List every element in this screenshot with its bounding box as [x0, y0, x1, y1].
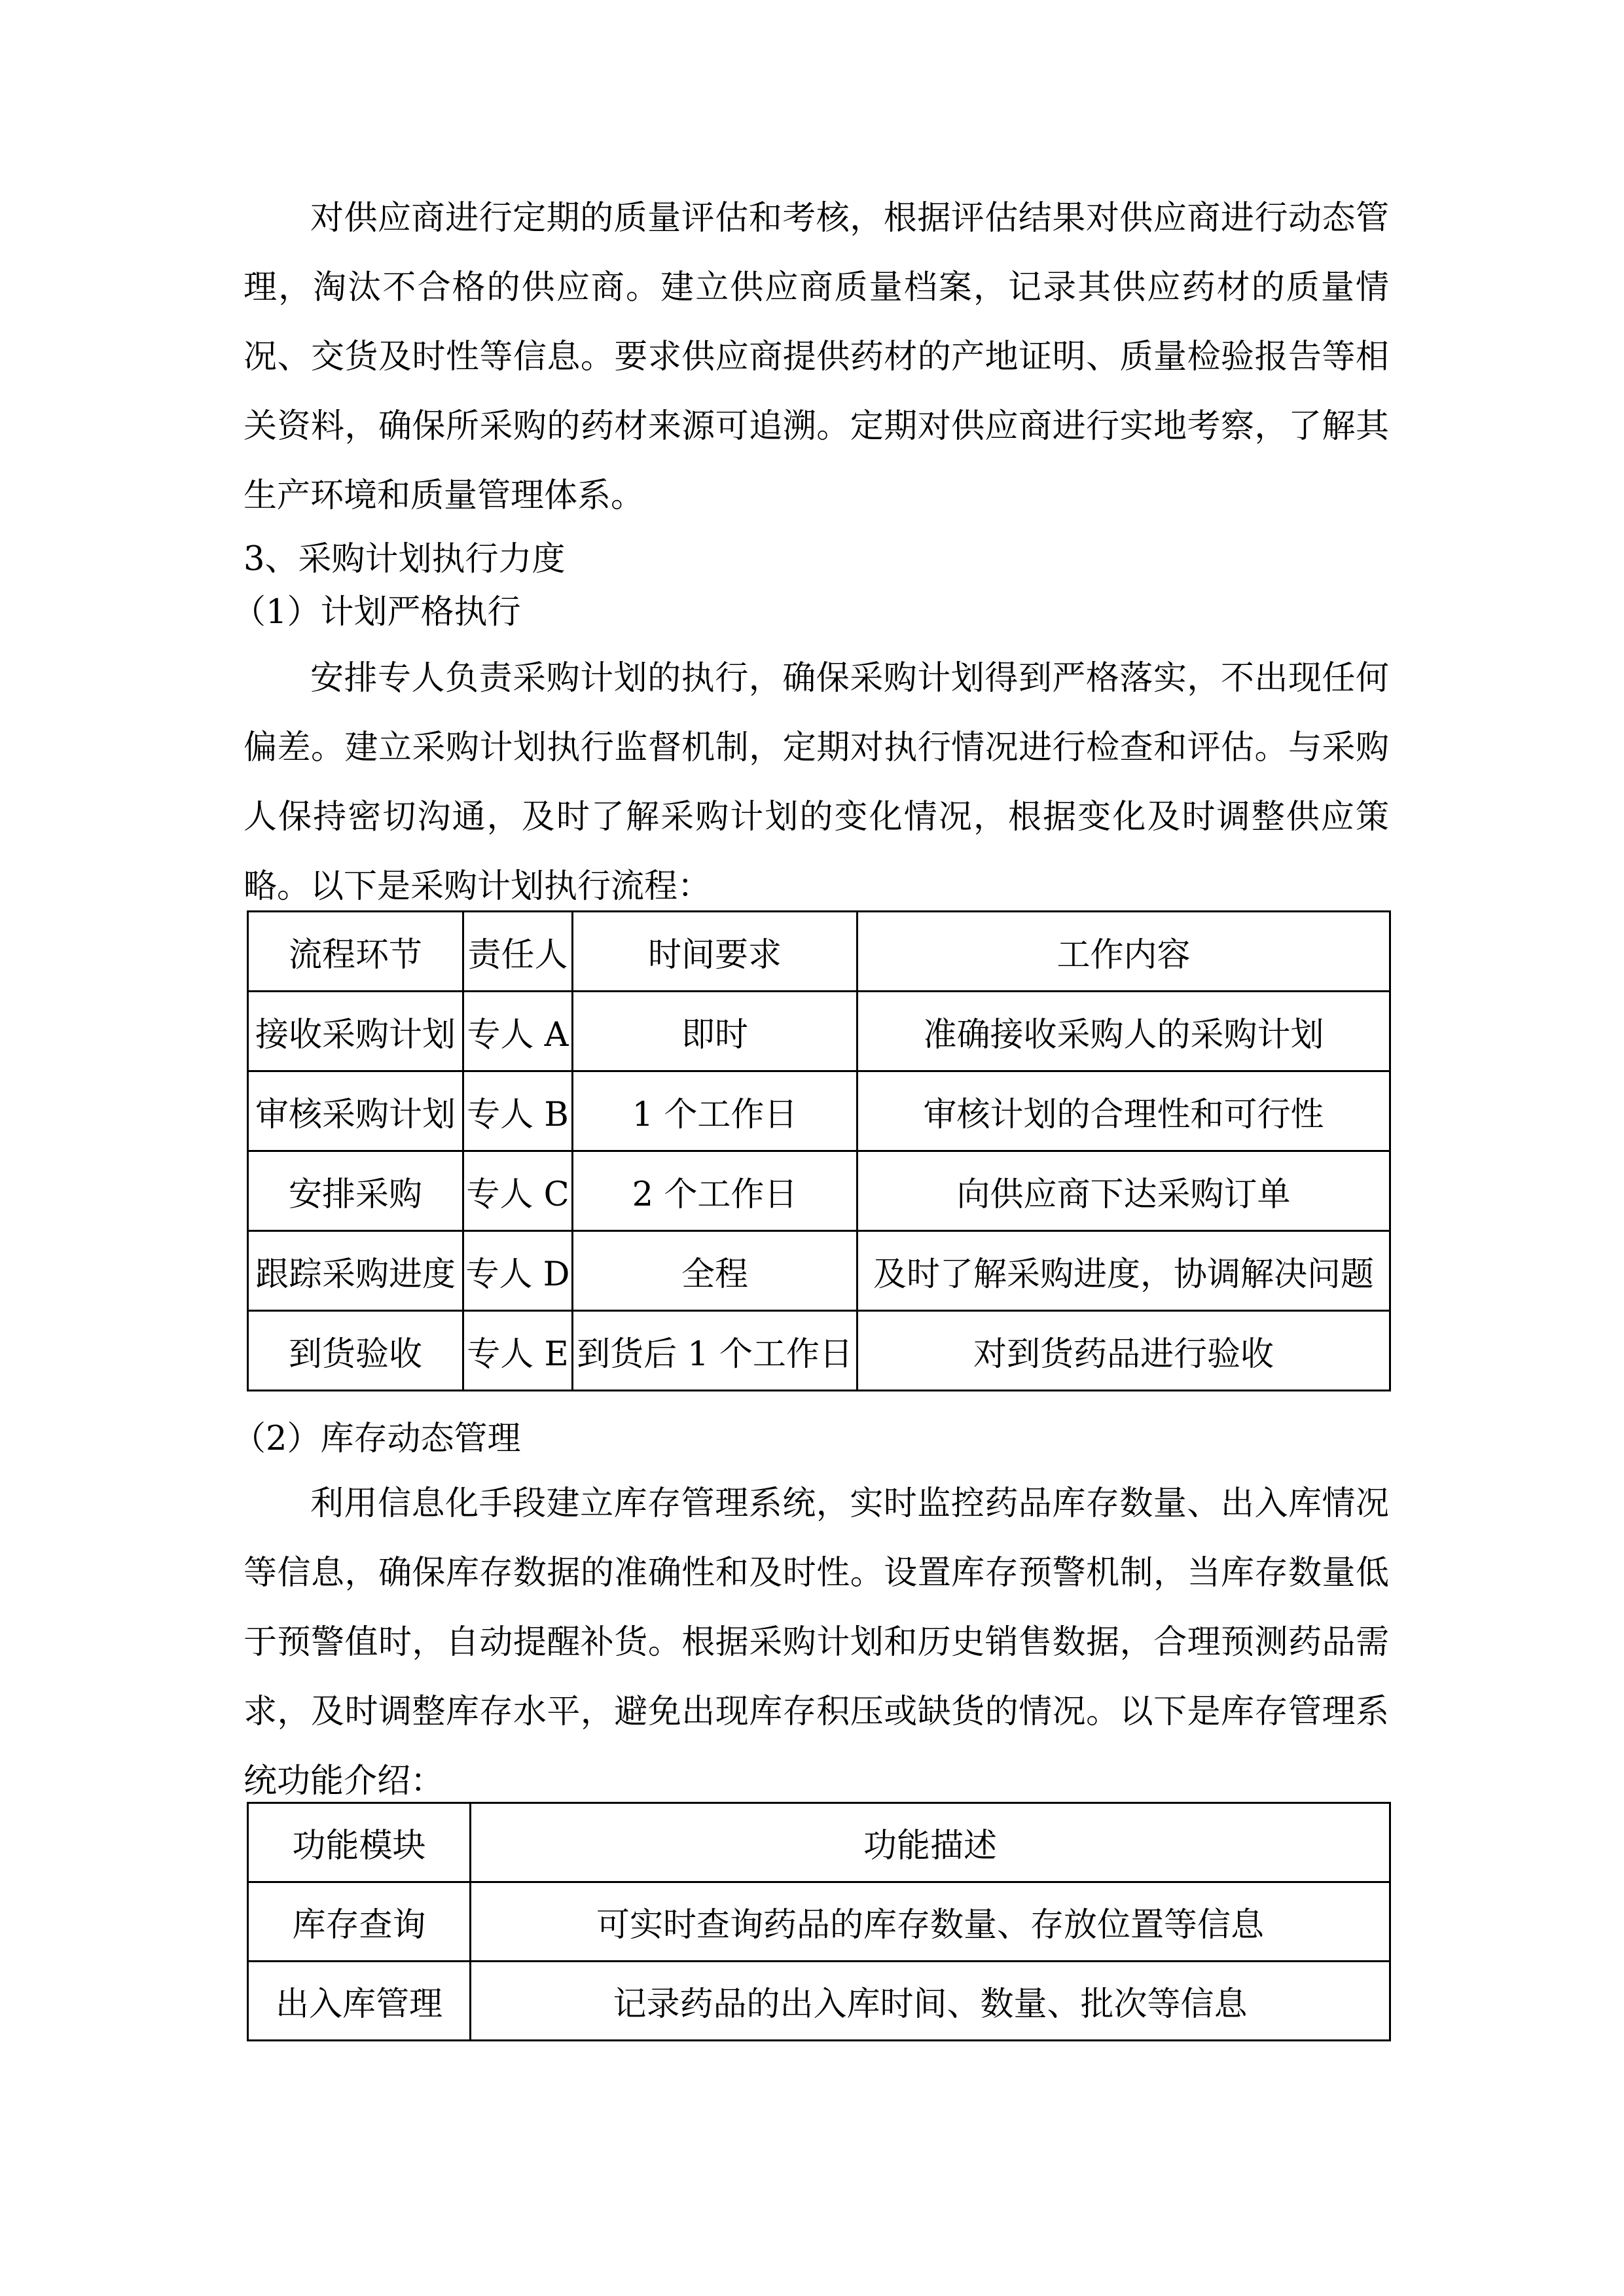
table-cell: 对到货药品进行验收 — [857, 1311, 1390, 1391]
table-cell: 及时了解采购进度，协调解决问题 — [857, 1231, 1390, 1311]
subsection-heading: （1）计划严格执行 — [232, 593, 521, 632]
header-cell: 功能模块 — [248, 1803, 471, 1882]
table-cell: 可实时查询药品的库存数量、存放位置等信息 — [471, 1882, 1390, 1962]
table-cell: 记录药品的出入库时间、数量、批次等信息 — [471, 1962, 1390, 2041]
subsection-heading: （2）库存动态管理 — [232, 1420, 521, 1458]
table-cell: 准确接收采购人的采购计划 — [857, 992, 1390, 1071]
table-cell: 全程 — [573, 1231, 857, 1311]
inventory-system-table — [247, 1802, 1391, 2041]
paragraph-supplier-evaluation — [244, 184, 1389, 531]
table-row — [248, 1882, 1390, 1962]
table-cell: 跟踪采购进度 — [248, 1231, 463, 1311]
table-header-row — [248, 1803, 1390, 1882]
text-line: 等信息，确保库存数据的准确性和及时性。设置库存预警机制，当库存数量低 — [244, 1554, 1389, 1592]
table-row — [248, 1151, 1390, 1231]
table-cell: 向供应商下达采购订单 — [857, 1151, 1390, 1231]
text-line: 况、交货及时性等信息。要求供应商提供药材的产地证明、质量检验报告等相 — [244, 338, 1389, 376]
table-row — [248, 1231, 1390, 1311]
header-cell: 工作内容 — [857, 912, 1390, 992]
text-line: 安排专人负责采购计划的执行，确保采购计划得到严格落实，不出现任何 — [310, 659, 1389, 698]
header-cell: 责任人 — [463, 912, 573, 992]
table-cell: 接收采购计划 — [248, 992, 463, 1071]
table-cell: 安排采购 — [248, 1151, 463, 1231]
text-line: 统功能介绍： — [244, 1762, 444, 1801]
header-cell: 时间要求 — [573, 912, 857, 992]
table-cell: 审核采购计划 — [248, 1071, 463, 1151]
table-cell: 1 个工作日 — [573, 1071, 857, 1151]
table-header-row — [248, 912, 1390, 992]
table-cell: 专人 D — [463, 1231, 573, 1311]
table-cell: 专人 A — [463, 992, 573, 1071]
table-cell: 到货验收 — [248, 1311, 463, 1391]
table-cell: 出入库管理 — [248, 1962, 471, 2041]
table-row — [248, 992, 1390, 1071]
table-row — [248, 1962, 1390, 2041]
procurement-process-table — [247, 910, 1391, 1391]
table-row — [248, 1071, 1390, 1151]
table-cell: 专人 C — [463, 1151, 573, 1231]
text-line: 人保持密切沟通，及时了解采购计划的变化情况，根据变化及时调整供应策 — [244, 798, 1389, 836]
table-cell: 即时 — [573, 992, 857, 1071]
table-cell: 到货后 1 个工作日 — [573, 1311, 857, 1391]
text-line: 利用信息化手段建立库存管理系统，实时监控药品库存数量、出入库情况 — [310, 1484, 1389, 1523]
table-cell: 库存查询 — [248, 1882, 471, 1962]
paragraph-plan-execution — [244, 644, 1389, 922]
header-cell: 功能描述 — [471, 1803, 1390, 1882]
text-line: 于预警值时，自动提醒补货。根据采购计划和历史销售数据，合理预测药品需 — [244, 1623, 1389, 1662]
table-cell: 专人 B — [463, 1071, 573, 1151]
paragraph-inventory-management — [244, 1469, 1389, 1816]
text-line: 求，及时调整库存水平，避免出现库存积压或缺货的情况。以下是库存管理系 — [244, 1693, 1389, 1731]
text-line: 生产环境和质量管理体系。 — [244, 476, 645, 515]
table-cell: 审核计划的合理性和可行性 — [857, 1071, 1390, 1151]
section-heading: 3、采购计划执行力度 — [244, 540, 566, 579]
table-cell: 2 个工作日 — [573, 1151, 857, 1231]
table-cell: 专人 E — [463, 1311, 573, 1391]
table-row — [248, 1311, 1390, 1391]
text-line: 理，淘汰不合格的供应商。建立供应商质量档案，记录其供应药材的质量情 — [244, 268, 1389, 307]
text-line: 偏差。建立采购计划执行监督机制，定期对执行情况进行检查和评估。与采购 — [244, 728, 1389, 767]
text-line: 关资料，确保所采购的药材来源可追溯。定期对供应商进行实地考察，了解其 — [244, 407, 1389, 446]
text-line: 对供应商进行定期的质量评估和考核，根据评估结果对供应商进行动态管 — [310, 199, 1389, 238]
text-line: 略。以下是采购计划执行流程： — [244, 867, 712, 906]
header-cell: 流程环节 — [248, 912, 463, 992]
